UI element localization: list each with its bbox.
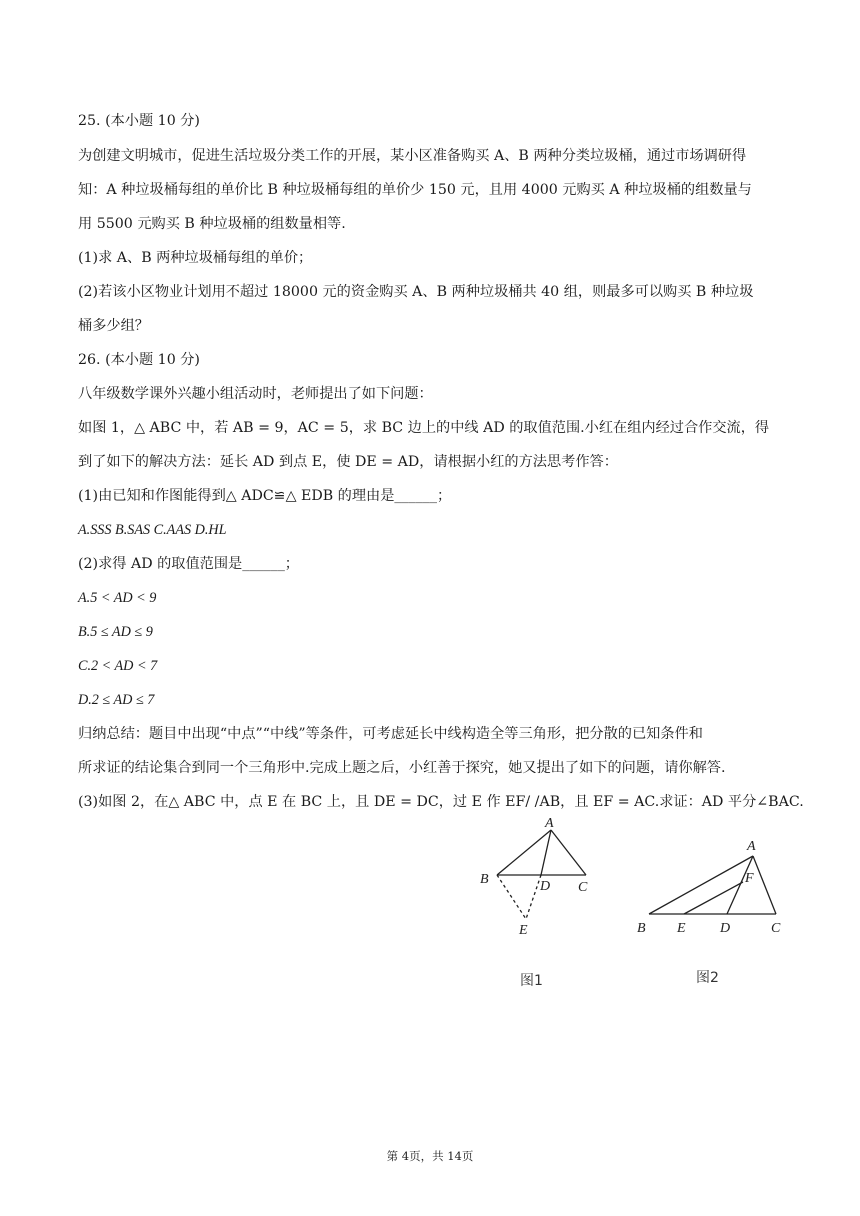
q26-setup-line-1: 如图 1，△ ABC 中，若 AB = 9，AC = 5，求 BC 边上的中线 AD 的取值范围.小红在组内经过合作交流，得 — [78, 420, 770, 436]
fig1-label-a: A — [545, 816, 554, 831]
q25-heading: 25. (本小题 10 分) — [78, 113, 200, 129]
q26-intro: 八年级数学课外兴趣小组活动时，老师提出了如下问题： — [78, 386, 433, 402]
fig1-label-b: B — [480, 872, 489, 887]
fig1-label-c: C — [578, 880, 588, 895]
q26-option-d: D.2 ≤ AD ≤ 7 — [78, 692, 155, 708]
q26-part2: (2)求得 AD 的取值范围是______； — [78, 556, 299, 572]
fig1-segment-de — [526, 875, 541, 919]
fig2-label-d: D — [720, 921, 731, 936]
fig1-label-e: E — [519, 923, 528, 938]
fig2-label-a: A — [747, 839, 756, 854]
fig2-caption: 图2 — [696, 970, 719, 986]
q25-part2-line-1: (2)若该小区物业计划用不超过 18000 元的资金购买 A、B 两种垃圾桶共 40 组，则最多可以购买 B 种垃圾 — [78, 284, 754, 300]
page-footer: 第 4页，共 14页 — [386, 1149, 474, 1163]
q26-part3: (3)如图 2，在△ ABC 中，点 E 在 BC 上，且 DE = DC，过 E 作 EF/ /AB，且 EF = AC.求证：AD 平分∠BAC. — [78, 794, 804, 810]
figure-1-diagram — [470, 812, 610, 992]
q26-setup-line-2: 到了如下的解决方法：延长 AD 到点 E，使 DE = AD，请根据小红的方法思考作答： — [78, 454, 618, 470]
q25-body-line-2: 知：A 种垃圾桶每组的单价比 B 种垃圾桶每组的单价少 150 元，且用 4000 元购买 A 种垃圾桶的组数量与 — [78, 182, 752, 198]
q26-option-a: A.5 < AD < 9 — [78, 590, 157, 606]
q26-summary-line-2: 所求证的结论集合到同一个三角形中.完成上题之后，小红善于探究，她又提出了如下的问题，请你解答. — [78, 760, 726, 776]
fig2-label-c: C — [771, 921, 781, 936]
q25-body-line-1: 为创建文明城市，促进生活垃圾分类工作的开展，某小区准备购买 A、B 两种分类垃圾桶，通过市场调研得 — [78, 148, 747, 164]
figure-2-diagram — [630, 836, 790, 991]
q26-summary-line-1: 归纳总结：题目中出现“中点”“中线”等条件，可考虑延长中线构造全等三角形，把分散的已知条件和 — [78, 726, 703, 742]
q26-option-b: B.5 ≤ AD ≤ 9 — [78, 624, 153, 640]
q26-part1: (1)由已知和作图能得到△ ADC≌△ EDB 的理由是______； — [78, 488, 452, 504]
fig1-segment-ac — [551, 830, 586, 875]
q26-part1-options: A.SSS B.SAS C.AAS D.HL — [78, 522, 227, 538]
q26-heading: 26. (本小题 10 分) — [78, 352, 200, 368]
fig2-segment-ac — [753, 856, 776, 914]
q25-part2-line-2: 桶多少组？ — [78, 318, 149, 334]
fig2-label-e: E — [677, 921, 686, 936]
fig1-label-d: D — [540, 879, 551, 894]
fig2-label-b: B — [637, 921, 646, 936]
fig1-caption: 图1 — [520, 973, 543, 989]
fig1-segment-be — [497, 875, 526, 919]
q25-body-line-3: 用 5500 元购买 B 种垃圾桶的组数量相等. — [78, 216, 346, 232]
q25-part1: (1)求 A、B 两种垃圾桶每组的单价； — [78, 250, 313, 266]
q26-option-c: C.2 < AD < 7 — [78, 658, 158, 674]
fig2-label-f: F — [745, 871, 754, 886]
